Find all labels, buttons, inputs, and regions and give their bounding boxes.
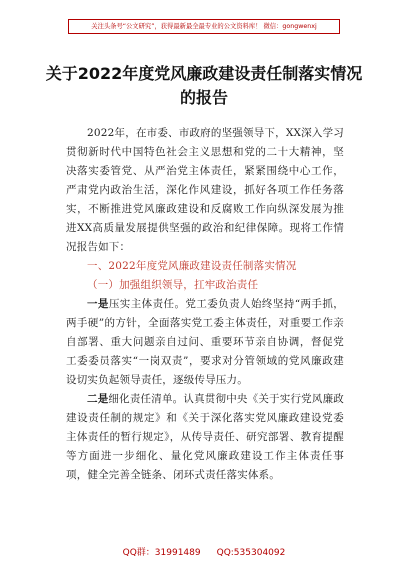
- paragraph-2: [66, 390, 344, 485]
- section-heading: 一、2022年度党风廉政建设责任制落实情况: [87, 260, 297, 272]
- intro-paragraph: 2022年，在市委、市政府的坚强领导下，XX深入学习贯彻新时代中国特色社会主义思想和党的二十大精神，坚决落实委管党、从严治党主体责任，紧紧围绕中心工作，严肃党内政治生活，深化作风建设，抓好各项工作任务落实，不断推进党风廉政建设和反腐败工作向纵深发展为推进XX高质量发展提供坚强的政治和纪律保障。现将工作情况报告如下：: [66, 127, 344, 253]
- document-title: 关于2022年度党风廉政建设责任制落实情况的报告: [45, 64, 363, 107]
- paragraph-2-text: 细化责任清单。认真贯彻中央《关于实行党风廉政建设责任制的规定》和《关于深化落实党风廉政建设党委主体责任的暂行规定》，从传导责任、研究部署、教育提醒等方面进一步细化、量化党风廉政建设工作主体责任事项，健全完善全链条、闭环式责任落实体系。: [66, 393, 344, 481]
- document-body: [66, 124, 344, 485]
- page-footer: [0, 545, 408, 558]
- paragraph-1: [66, 295, 344, 390]
- header-banner: 关注头条号“公文研究”，获得最新最全最专业的公文资料库！ 微信：gongwenxj: [68, 19, 340, 34]
- subsection-heading: （一）加强组织领导，扛牢政治责任: [87, 279, 259, 291]
- paragraph-1-lead: 一是: [87, 298, 109, 310]
- footer-qq: QQ:535304092: [216, 548, 286, 558]
- footer-qq-group: QQ群：31991489: [122, 548, 201, 558]
- paragraph-1-text: 压实主体责任。党工委负责人始终坚持“两手抓，两手硬”的方针，全面落实党工委主体责任，对重要工作亲自部署、重大问题亲自过问、重要环节亲自协调，督促党工委委员落实“一岗双责”，要求对分管领域的党风廉政建设切实负起领导责任，逐级传导压力。: [66, 298, 344, 386]
- paragraph-2-lead: 二是: [87, 393, 109, 405]
